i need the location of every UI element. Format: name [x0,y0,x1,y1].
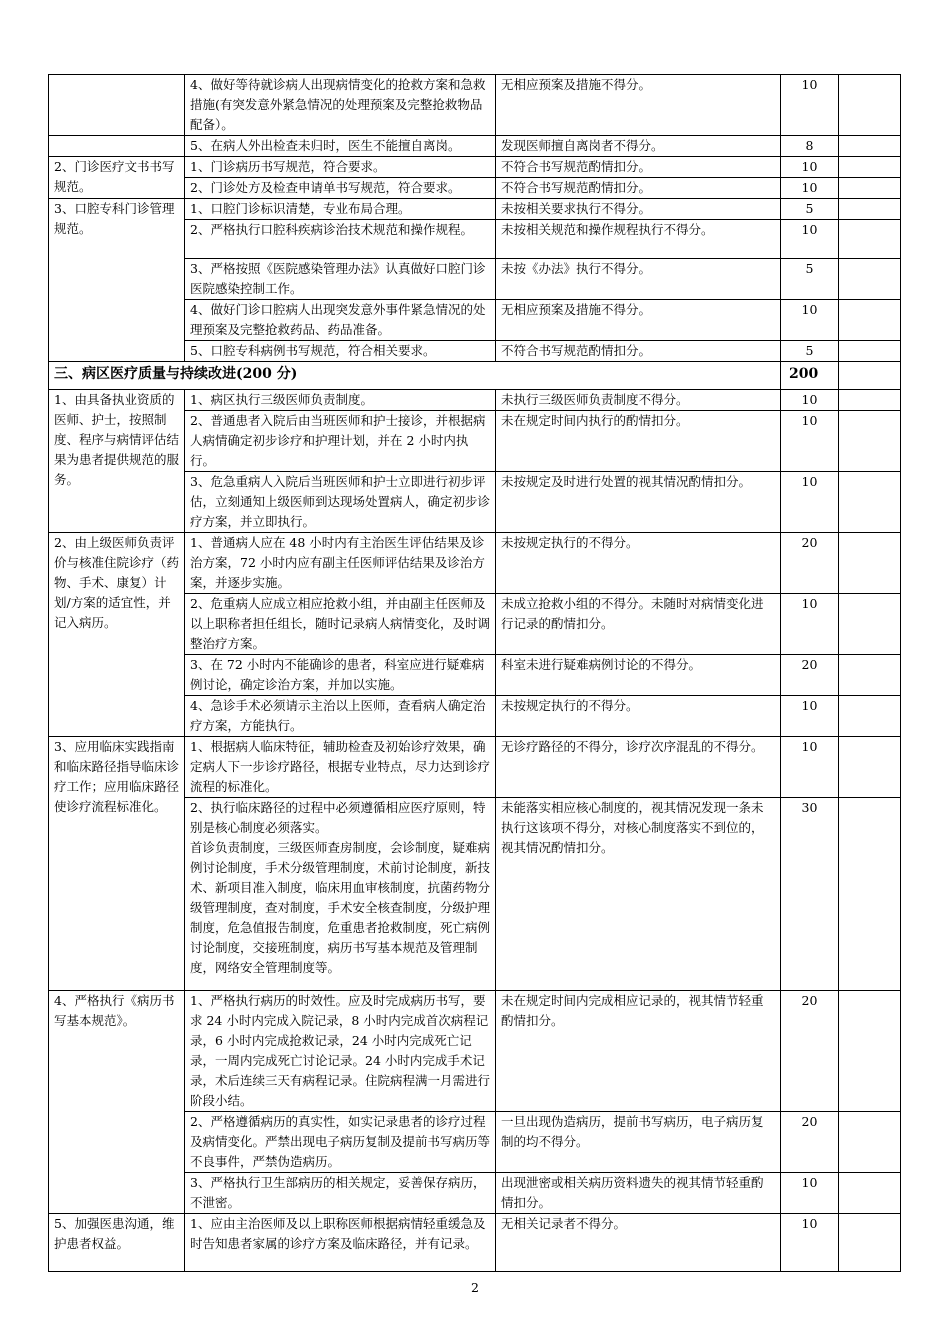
blank-cell [839,136,901,157]
requirement-cell: 3、危急重病人入院后当班医师和护士立即进行初步评估，立刻通知上级医师到达现场处置病人，确定初步诊疗方案，并立即执行。 [185,472,496,533]
deduction-standard-cell: 无诊疗路径的不得分，诊疗次序混乱的不得分。 [496,737,781,798]
blank-cell [839,991,901,1112]
table-row [49,1214,901,1272]
blank-cell [839,300,901,341]
requirement-cell: 3、严格按照《医院感染管理办法》认真做好口腔门诊医院感染控制工作。 [185,259,496,300]
blank-cell [839,341,901,362]
requirement-cell: 2、严格遵循病历的真实性，如实记录患者的诊疗过程及病情变化。严禁出现电子病历复制及提前书写病历等不良事件，严禁伪造病历。 [185,1112,496,1173]
table-row [49,533,901,594]
score-cell: 5 [781,199,839,220]
requirement-cell: 1、根据病人临床特征，辅助检查及初始诊疗效果，确定病人下一步诊疗路径，根据专业特点，尽力达到诊疗流程的标准化。 [185,737,496,798]
deduction-standard-cell: 未按相关规范和操作规程执行不得分。 [496,220,781,259]
requirement-cell: 5、在病人外出检查未归时，医生不能擅自离岗。 [185,136,496,157]
blank-cell [839,362,901,390]
score-cell: 5 [781,341,839,362]
blank-cell [839,655,901,696]
score-cell: 10 [781,594,839,655]
category-cell: 2、由上级医师负责评价与核准住院诊疗（药物、手术、康复）计划/方案的适宜性，并记入病历。 [49,533,185,737]
blank-cell [839,737,901,798]
category-cell: 3、应用临床实践指南和临床路径指导临床诊疗工作；应用临床路径使诊疗流程标准化。 [49,737,185,991]
table-row [49,157,901,178]
score-cell: 10 [781,300,839,341]
category-cell [49,136,185,157]
deduction-standard-cell: 无相关记录者不得分。 [496,1214,781,1272]
deduction-standard-cell: 无相应预案及措施不得分。 [496,75,781,136]
score-cell: 10 [781,737,839,798]
category-cell [49,75,185,136]
blank-cell [839,157,901,178]
score-cell: 10 [781,472,839,533]
requirement-cell: 1、病区执行三级医师负责制度。 [185,390,496,411]
category-cell: 4、严格执行《病历书写基本规范》。 [49,991,185,1214]
requirement-cell: 4、做好等待就诊病人出现病情变化的抢救方案和急救措施(有突发意外紧急情况的处理预案及完整抢救物品配备）。 [185,75,496,136]
table-body [49,75,901,1272]
score-cell: 20 [781,533,839,594]
requirement-cell: 1、普通病人应在 48 小时内有主治医生评估结果及诊治方案，72 小时内应有副主任医师评估结果及诊治方案，并逐步实施。 [185,533,496,594]
category-cell: 3、口腔专科门诊管理规范。 [49,199,185,362]
requirement-cell: 4、急诊手术必须请示主治以上医师，查看病人确定治疗方案，方能执行。 [185,696,496,737]
section-header-row [49,362,901,390]
score-cell: 10 [781,157,839,178]
score-cell: 10 [781,390,839,411]
requirement-cell: 1、门诊病历书写规范，符合要求。 [185,157,496,178]
score-cell: 10 [781,696,839,737]
score-cell: 10 [781,411,839,472]
deduction-standard-cell: 发现医师擅自离岗者不得分。 [496,136,781,157]
deduction-standard-cell: 未能落实相应核心制度的，视其情况发现一条未执行这该项不得分，对核心制度落实不到位的，视其情况酌情扣分。 [496,798,781,991]
score-cell: 10 [781,220,839,259]
requirement-cell: 2、门诊处方及检查申请单书写规范，符合要求。 [185,178,496,199]
blank-cell [839,259,901,300]
deduction-standard-cell: 出现泄密或相关病历资料遗失的视其情节轻重酌情扣分。 [496,1173,781,1214]
score-cell: 10 [781,1173,839,1214]
requirement-cell: 2、严格执行口腔科疾病诊治技术规范和操作规程。 [185,220,496,259]
deduction-standard-cell: 无相应预案及措施不得分。 [496,300,781,341]
requirement-cell: 2、危重病人应成立相应抢救小组，并由副主任医师及以上职称者担任组长，随时记录病人病情变化，及时调整治疗方案。 [185,594,496,655]
requirement-cell: 3、在 72 小时内不能确诊的患者，科室应进行疑难病例讨论，确定诊治方案，并加以实施。 [185,655,496,696]
deduction-standard-cell: 未成立抢救小组的不得分。未随时对病情变化进行记录的酌情扣分。 [496,594,781,655]
deduction-standard-cell: 未执行三级医师负责制度不得分。 [496,390,781,411]
blank-cell [839,533,901,594]
score-cell: 10 [781,178,839,199]
section-score: 200 [781,362,839,390]
blank-cell [839,1173,901,1214]
score-cell: 20 [781,655,839,696]
score-cell: 20 [781,1112,839,1173]
requirement-cell: 3、严格执行卫生部病历的相关规定，妥善保存病历，不泄密。 [185,1173,496,1214]
requirement-cell: 1、口腔门诊标识清楚，专业布局合理。 [185,199,496,220]
standards-table [48,74,901,1272]
page-number: 2 [471,1280,479,1295]
requirement-cell: 2、执行临床路径的过程中必须遵循相应医疗原则，特别是核心制度必须落实。 首诊负责制度，三级医师查房制度，会诊制度，疑难病例讨论制度，手术分级管理制度，术前讨论制度，新技术、新项目准入制度，临床用血审核制度，抗菌药物分级管理制度，查对制度，手术安全核查制度，分级护理制度，危急值报告制度，危重患者抢救制度，死亡病例讨论制度，交接班制度，病历书写基本规范及管理制度，网络安全管理制度等。 [185,798,496,991]
score-cell: 10 [781,1214,839,1272]
score-cell: 8 [781,136,839,157]
blank-cell [839,199,901,220]
table-row [49,737,901,798]
deduction-standard-cell: 未按相关要求执行不得分。 [496,199,781,220]
score-cell: 30 [781,798,839,991]
blank-cell [839,798,901,991]
blank-cell [839,411,901,472]
table-row [49,75,901,136]
deduction-standard-cell: 未按规定执行的不得分。 [496,696,781,737]
category-cell: 2、门诊医疗文书书写规范。 [49,157,185,199]
requirement-cell: 1、严格执行病历的时效性。应及时完成病历书写，要求 24 小时内完成入院记录，8 小时内完成首次病程记录，6 小时内完成抢救记录，24 小时内完成死亡记录，一周内完成死亡讨论记录。24 小时内完成手术记录，术后连续三天有病程记录。住院病程满一月需进行阶段小结。 [185,991,496,1112]
requirement-cell: 5、口腔专科病例书写规范，符合相关要求。 [185,341,496,362]
deduction-standard-cell: 未在规定时间内完成相应记录的，视其情节轻重酌情扣分。 [496,991,781,1112]
score-cell: 5 [781,259,839,300]
blank-cell [839,390,901,411]
deduction-standard-cell: 未按规定执行的不得分。 [496,533,781,594]
table-row [49,991,901,1112]
blank-cell [839,472,901,533]
table-row [49,199,901,220]
blank-cell [839,75,901,136]
table-row [49,136,901,157]
score-cell: 10 [781,75,839,136]
blank-cell [839,1112,901,1173]
blank-cell [839,594,901,655]
deduction-standard-cell: 科室未进行疑难病例讨论的不得分。 [496,655,781,696]
deduction-standard-cell: 不符合书写规范酌情扣分。 [496,178,781,199]
blank-cell [839,220,901,259]
requirement-cell: 1、应由主治医师及以上职称医师根据病情轻重缓急及时告知患者家属的诊疗方案及临床路径，并有记录。 [185,1214,496,1272]
deduction-standard-cell: 不符合书写规范酌情扣分。 [496,341,781,362]
deduction-standard-cell: 未在规定时间内执行的酌情扣分。 [496,411,781,472]
deduction-standard-cell: 未按《办法》执行不得分。 [496,259,781,300]
table-row [49,390,901,411]
blank-cell [839,696,901,737]
category-cell: 5、加强医患沟通，维护患者权益。 [49,1214,185,1272]
requirement-cell: 4、做好门诊口腔病人出现突发意外事件紧急情况的处理预案及完整抢救药品、药品准备。 [185,300,496,341]
deduction-standard-cell: 未按规定及时进行处置的视其情况酌情扣分。 [496,472,781,533]
deduction-standard-cell: 不符合书写规范酌情扣分。 [496,157,781,178]
deduction-standard-cell: 一旦出现伪造病历，提前书写病历，电子病历复制的均不得分。 [496,1112,781,1173]
score-cell: 20 [781,991,839,1112]
blank-cell [839,178,901,199]
requirement-cell: 2、普通患者入院后由当班医师和护士接诊，并根据病人病情确定初步诊疗和护理计划，并在 2 小时内执行。 [185,411,496,472]
section-title: 三、病区医疗质量与持续改进(200 分) [49,362,781,390]
category-cell: 1、由具备执业资质的医师、护士，按照制度、程序与病情评估结果为患者提供规范的服务。 [49,390,185,533]
blank-cell [839,1214,901,1272]
